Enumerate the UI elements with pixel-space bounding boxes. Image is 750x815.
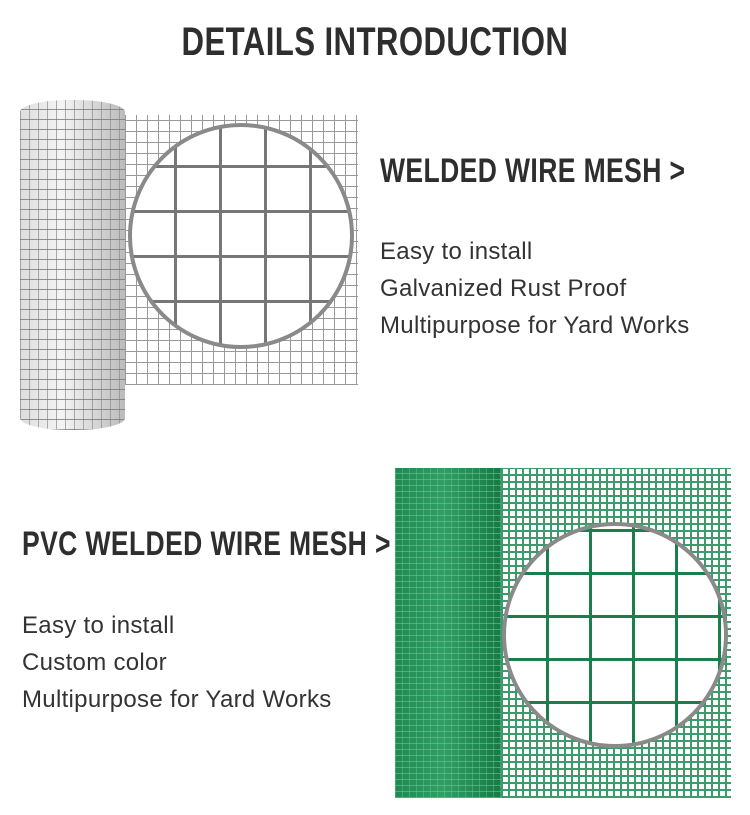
feature-list-pvc [22, 607, 332, 718]
feature-list-welded [380, 233, 690, 344]
feature-item: Easy to install [380, 238, 533, 265]
section-heading-welded: WELDED WIRE MESH > [380, 152, 686, 190]
mesh-zoom-circle [128, 123, 354, 349]
feature-item: Multipurpose for Yard Works [380, 312, 690, 339]
feature-item: Easy to install [22, 612, 175, 639]
mesh-roll [395, 468, 501, 798]
feature-item: Multipurpose for Yard Works [22, 686, 332, 713]
mesh-roll [20, 100, 125, 430]
page-title: DETAILS INTRODUCTION [181, 20, 569, 64]
section-heading-pvc: PVC WELDED WIRE MESH > [22, 525, 391, 563]
feature-item: Galvanized Rust Proof [380, 275, 627, 302]
mesh-zoom-circle [502, 522, 728, 748]
feature-item: Custom color [22, 649, 167, 676]
